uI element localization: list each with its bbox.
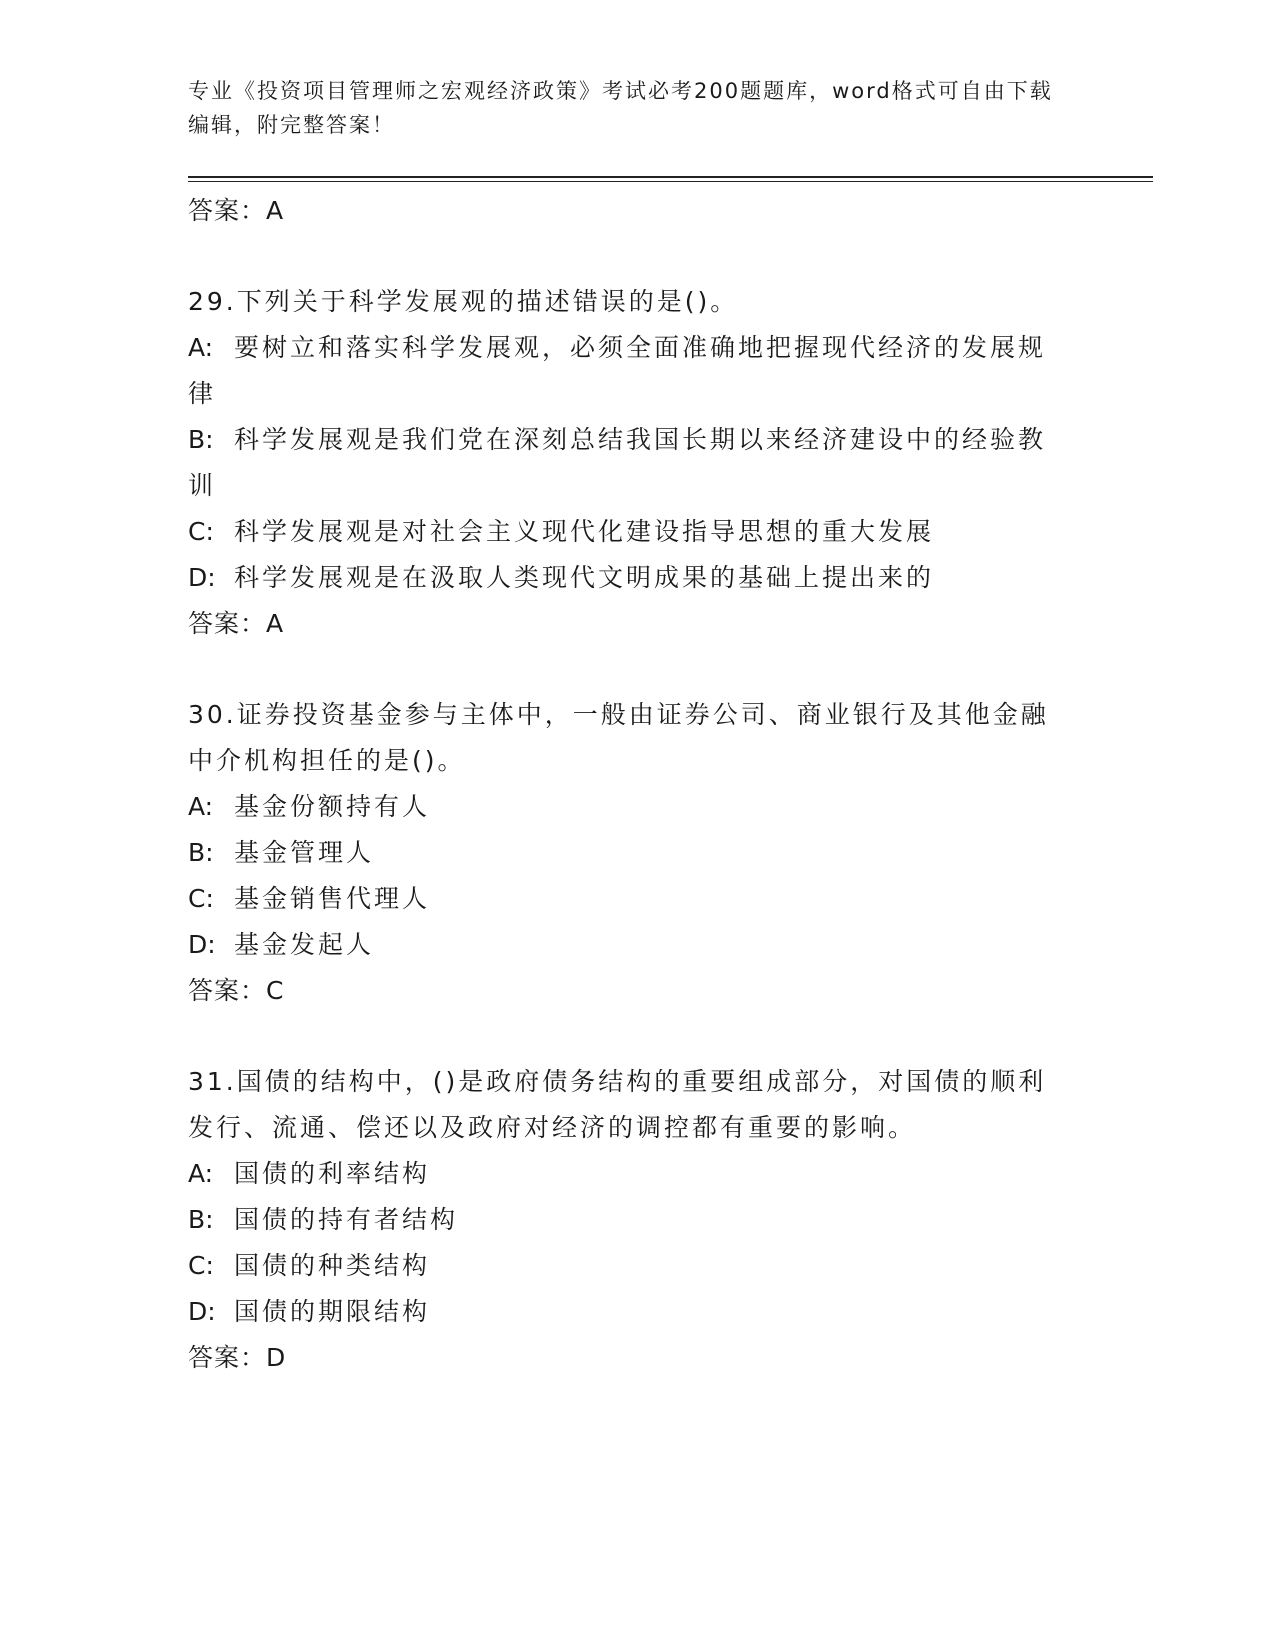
option-text: 基金销售代理人 [234,884,431,913]
option-key: B: [188,425,214,454]
header-divider-thick [188,176,1153,178]
option-text: 国债的持有者结构 [234,1205,459,1234]
answer-line: 答案：C [188,976,285,1005]
question-stem: 29.下列关于科学发展观的描述错误的是()。 [188,287,739,316]
answer-line: 答案：D [188,1343,287,1372]
option-c [188,509,1068,555]
option-text: 基金管理人 [234,838,375,867]
option-text: 国债的利率结构 [234,1159,431,1188]
option-d [188,922,1068,968]
answer-line: 答案：A [188,196,285,225]
option-text: 国债的期限结构 [234,1297,431,1326]
option-key: D: [188,563,216,592]
question-stem: 31.国债的结构中，()是政府债务结构的重要组成部分，对国债的顺利发行、流通、偿还以及政府对经济的调控都有重要的影响。 [188,1067,1047,1142]
option-key: C: [188,517,214,546]
question-content [188,188,1068,1381]
question-stem: 30.证券投资基金参与主体中，一般由证券公司、商业银行及其他金融中介机构担任的是()。 [188,700,1049,775]
question-29 [188,279,1068,647]
option-d [188,555,1068,601]
option-c [188,876,1068,922]
option-key: C: [188,1251,214,1280]
option-text: 要树立和落实科学发展观，必须全面准确地把握现代经济的发展规律 [188,333,1047,408]
option-b [188,1197,1068,1243]
option-text: 科学发展观是我们党在深刻总结我国长期以来经济建设中的经验教训 [188,425,1047,500]
option-d [188,1289,1068,1335]
option-a [188,325,1068,417]
option-key: C: [188,884,214,913]
question-31 [188,1059,1068,1381]
option-key: B: [188,838,214,867]
option-key: B: [188,1205,214,1234]
header-divider-thin [188,181,1153,182]
option-text: 基金份额持有人 [234,792,431,821]
option-key: D: [188,1297,216,1326]
option-text: 基金发起人 [234,930,375,959]
option-key: D: [188,930,216,959]
option-b [188,830,1068,876]
option-a [188,1151,1068,1197]
document-header: 专业《投资项目管理师之宏观经济政策》考试必考200题题库，word格式可自由下载编辑，附完整答案！ [188,79,1053,137]
option-b [188,417,1068,509]
option-c [188,1243,1068,1289]
option-key: A: [188,1159,214,1188]
option-text: 科学发展观是在汲取人类现代文明成果的基础上提出来的 [234,563,935,592]
option-key: A: [188,792,214,821]
question-30 [188,692,1068,1014]
answer-line: 答案：A [188,609,285,638]
option-key: A: [188,333,214,362]
option-a [188,784,1068,830]
option-text: 国债的种类结构 [234,1251,431,1280]
option-text: 科学发展观是对社会主义现代化建设指导思想的重大发展 [234,517,935,546]
